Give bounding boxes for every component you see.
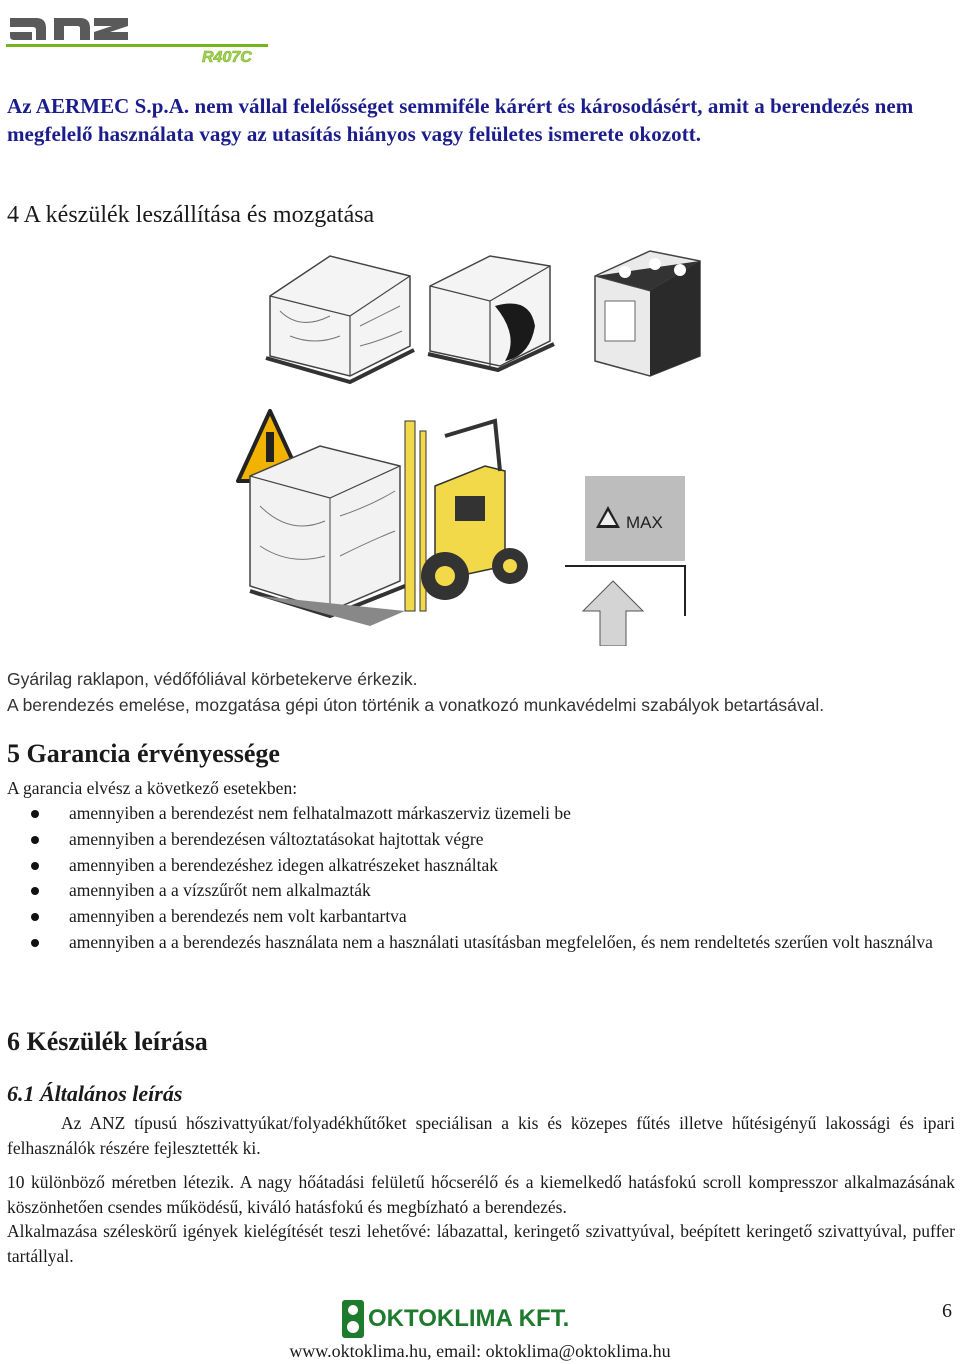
description-paragraph-2: 10 különböző méretben létezik. A nagy hőátadási felületű hőcserélő és a kiemelkedő hatásfokú scroll kompresszor alkalmazásának köszönhetően csendes működésű, kiváló hatásfokú és megbízható a berendezés. — [7, 1172, 955, 1217]
page-number: 6 — [942, 1300, 952, 1322]
bullet-icon — [31, 887, 39, 895]
delivery-line-2: A berendezés emelése, mozgatása gépi úton történik a vonatkozó munkavédelmi szabályok betartásával. — [7, 695, 825, 715]
partially-unwrapped-unit-icon — [428, 256, 554, 370]
list-item: amennyiben a berendezés nem volt karbantartva — [7, 904, 947, 930]
bullet-icon — [31, 939, 39, 947]
section-5-heading: 5 Garancia érvényessége — [7, 739, 280, 768]
list-item: amennyiben a a berendezés használata nem a használati utasításban megfelelően, és nem rendeltetés szerűen volt használva — [7, 930, 947, 956]
bullet-icon — [31, 862, 39, 870]
list-item: amennyiben a a vízszűrőt nem alkalmazták — [7, 878, 947, 904]
oktoklima-logo — [340, 1298, 590, 1340]
delivery-line-1: Gyárilag raklapon, védőfóliával körbetekerve érkezik. — [7, 669, 418, 689]
bullet-icon — [31, 836, 39, 844]
anz-r407c-logo — [6, 2, 268, 66]
delivery-text — [7, 666, 824, 718]
bullet-icon — [31, 913, 39, 921]
description-paragraph-3: Alkalmazása széleskörű igények kielégítését teszi lehetővé: lábazattal, keringető szivattyúval, beépített keringető szivattyúval, puffer tartállyal. — [7, 1221, 955, 1266]
liability-notice: Az AERMEC S.p.A. nem vállal felelősséget semmiféle kárért és károsodásért, amit a berendezés nem megfelelő használata vagy az utasítás hiányos vagy felületes ismerete okozott. — [7, 94, 914, 146]
wrapped-unit-icon — [266, 256, 414, 382]
max-text: MAX — [626, 513, 663, 532]
warranty-intro: A garancia elvész a következő esetekben: — [7, 778, 298, 798]
description-paragraph-1: Az ANZ típusú hőszivattyúkat/folyadékhűtőket speciálisan a kis és közepes fűtés illetve hűtésigényű lakossági és ipari felhasználók részére fejlesztették ki. — [7, 1113, 955, 1158]
oktoklima-emblem-icon — [342, 1300, 364, 1338]
logo-underline — [6, 44, 268, 47]
section-6-1-heading: 6.1 Általános leírás — [7, 1081, 183, 1106]
list-item: amennyiben a berendezésen változtatásokat hajtottak végre — [7, 827, 947, 853]
unwrapped-unit-icon — [595, 251, 700, 376]
warranty-conditions-list — [7, 801, 947, 956]
bullet-icon — [31, 810, 39, 818]
list-item: amennyiben a berendezéshez idegen alkatrészeket használtak — [7, 853, 947, 879]
refrigerant-label: R407C — [202, 49, 252, 66]
max-load-label — [565, 476, 685, 646]
list-item: amennyiben a berendezést nem felhatalmazott márkaszerviz üzemeli be — [7, 801, 947, 827]
oktoklima-logo-text: OKTOKLIMA KFT. — [368, 1305, 570, 1332]
footer-contact: www.oktoklima.hu, email: oktoklima@oktoklima.hu — [289, 1341, 671, 1361]
delivery-handling-illustration — [230, 236, 730, 646]
wrapped-unit-on-forks-icon — [250, 446, 405, 616]
section-6-heading: 6 Készülék leírása — [7, 1027, 208, 1056]
section-4-heading: 4 A készülék leszállítása és mozgatása — [7, 202, 375, 228]
